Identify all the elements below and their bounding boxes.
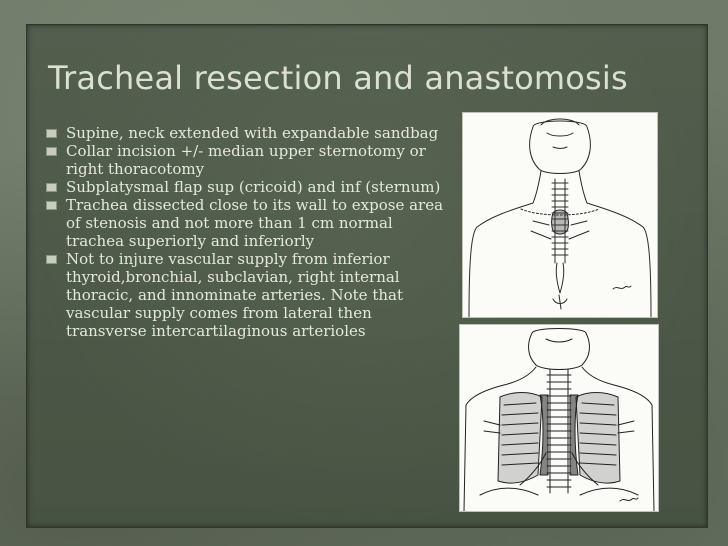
- bullet-square-icon: [46, 183, 57, 192]
- bullet-text: Subplatysmal flap sup (cricoid) and inf (sternum): [66, 178, 441, 196]
- bullet-item: [44, 142, 444, 178]
- bullet-item: [44, 250, 444, 340]
- bullet-square-icon: [46, 129, 57, 138]
- surgical-drawing-neck-exposure: [463, 113, 657, 317]
- bullet-square-icon: [46, 147, 57, 156]
- bullet-text: Trachea dissected close to its wall to expose area of stenosis and not more than 1 cm normal trachea superiorly and inferiorly: [66, 196, 444, 250]
- bullet-text: Not to injure vascular supply from inferior thyroid,bronchial, subclavian, right internal thoracic, and innominate arteries. Note that vascular supply comes from lateral then transverse intercartilaginous arterioles: [66, 250, 403, 340]
- bullet-list: [44, 124, 444, 340]
- bullet-item: [44, 178, 444, 196]
- bullet-square-icon: [46, 255, 57, 264]
- illustration-collar-incision: [462, 112, 658, 318]
- surgical-drawing-tracheal-dissection: [460, 325, 658, 511]
- bullet-square-icon: [46, 201, 57, 210]
- slide-title: Tracheal resection and anastomosis: [48, 59, 628, 97]
- bullet-item: [44, 196, 444, 250]
- bullet-text: Supine, neck extended with expandable sandbag: [66, 124, 439, 142]
- illustration-tracheal-dissection: [459, 324, 659, 512]
- bullet-text: Collar incision +/- median upper sternotomy or right thoracotomy: [66, 142, 426, 178]
- bullet-item: [44, 124, 444, 142]
